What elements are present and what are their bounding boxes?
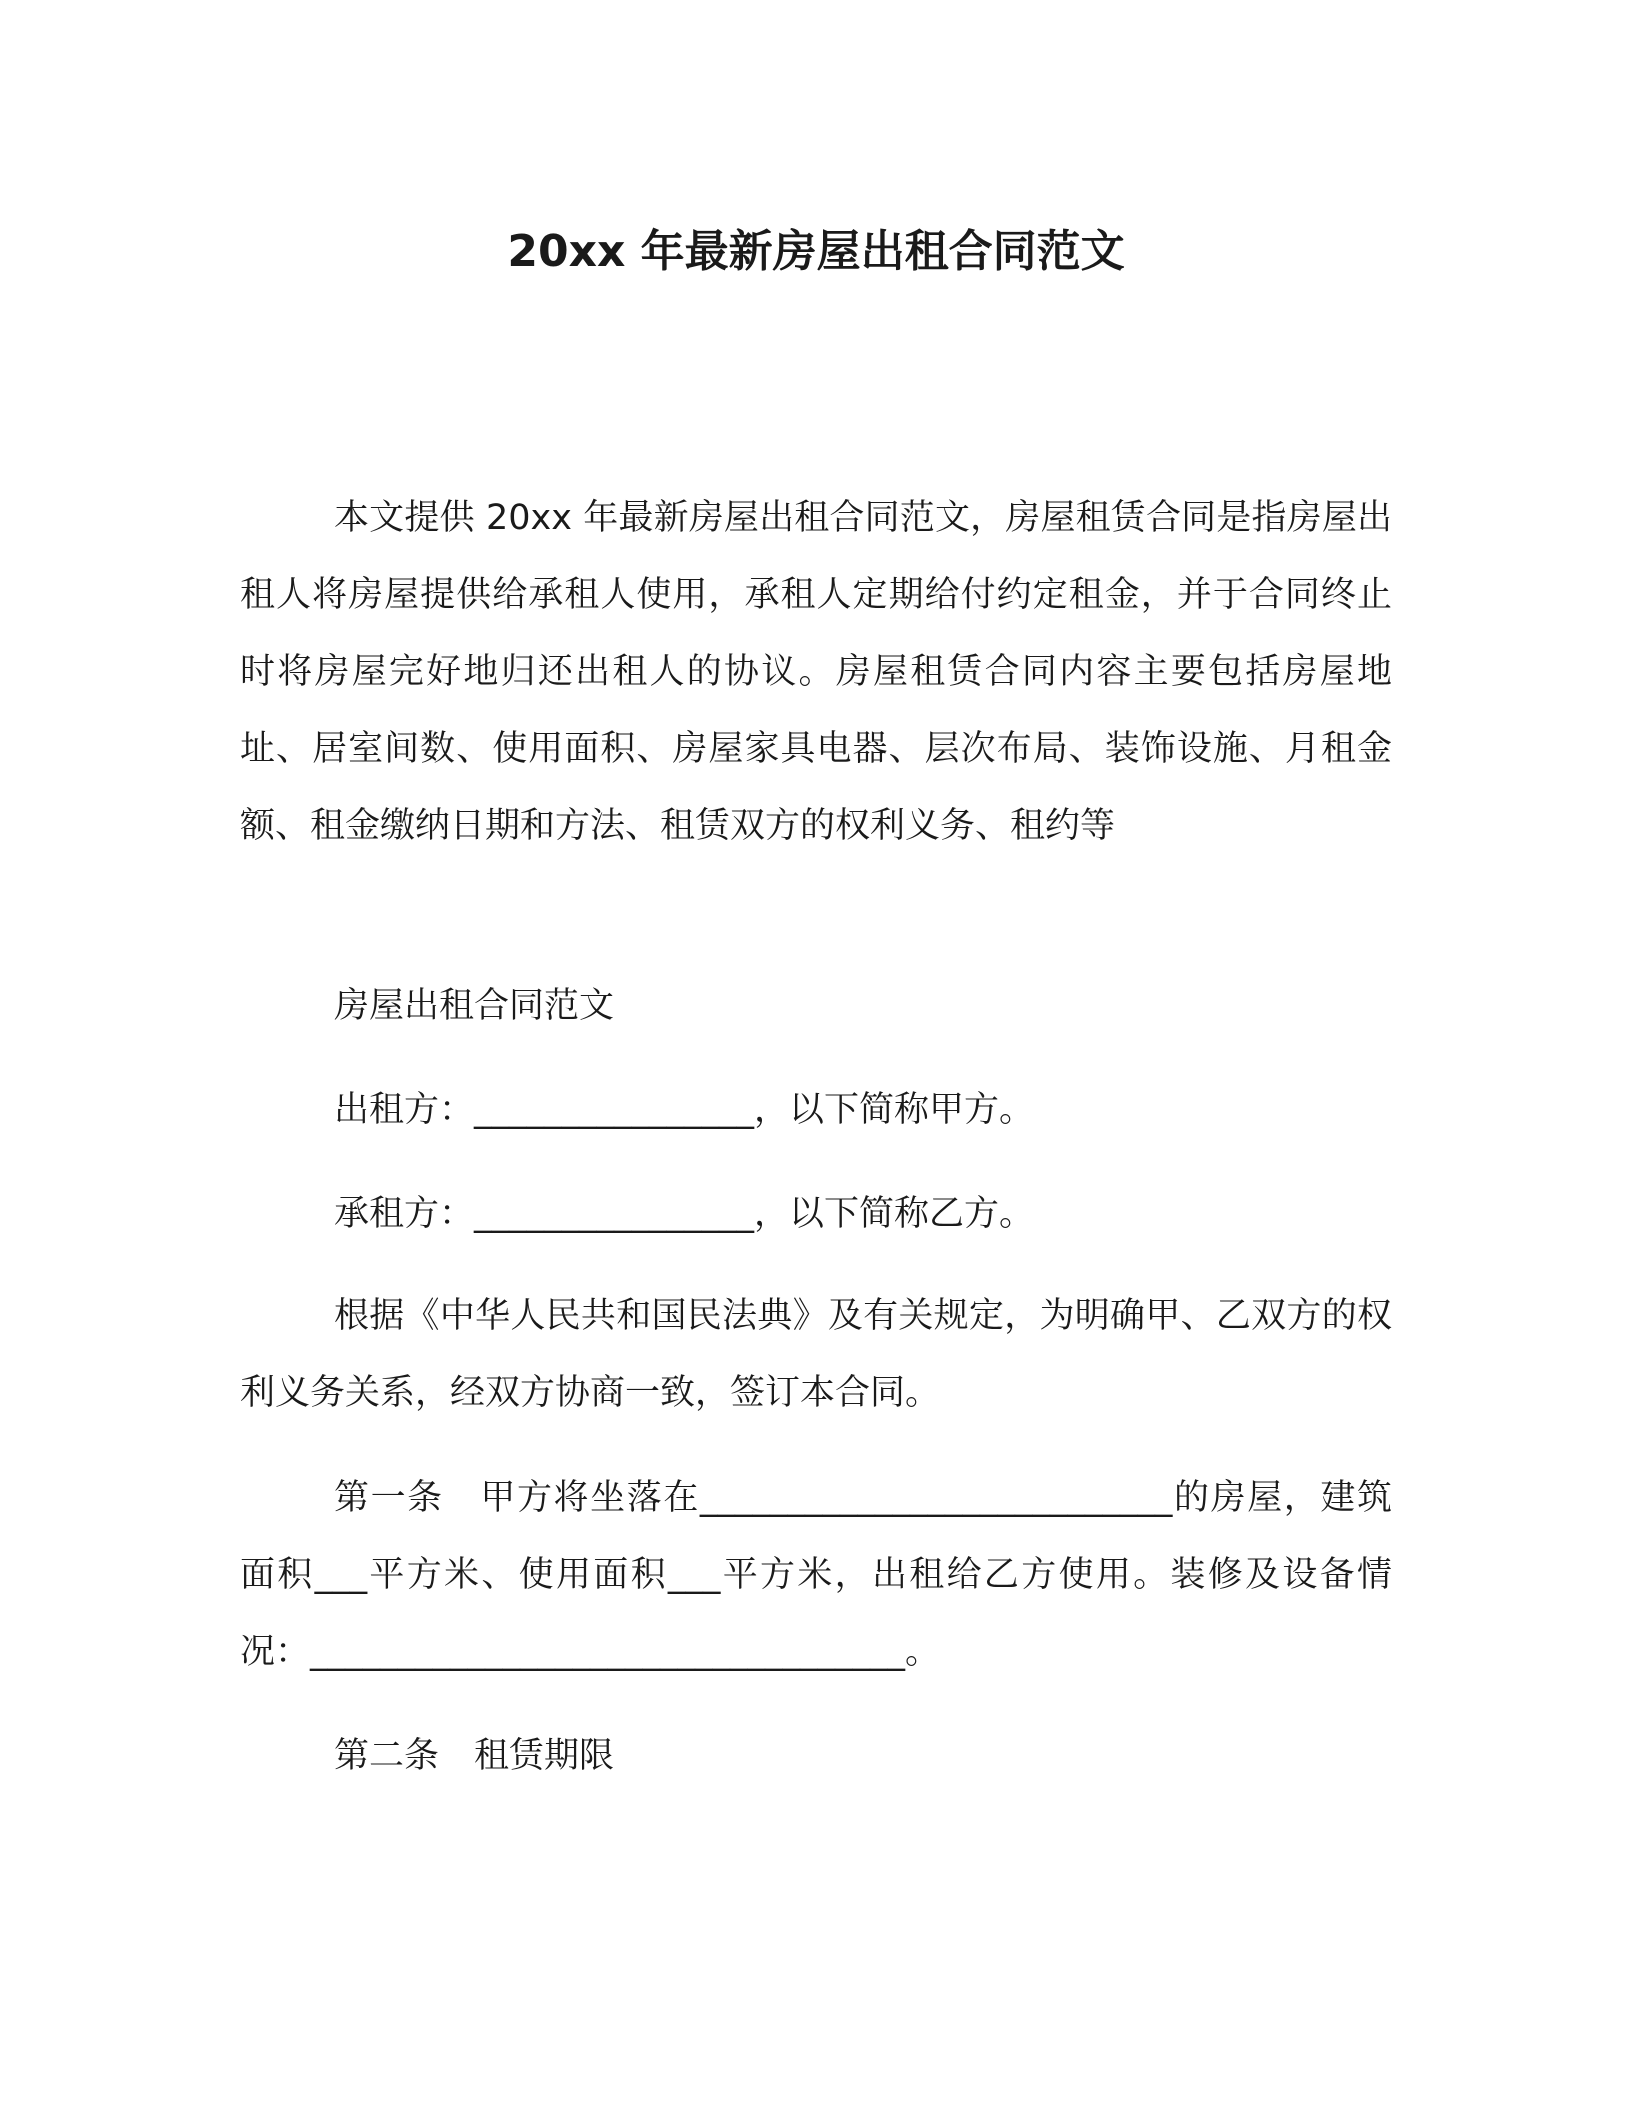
document-title: 20xx 年最新房屋出租合同范文 (507, 226, 1125, 277)
article-1-paragraph: 第一条 甲方将坐落在___________________________的房屋，建筑面积___平方米、使用面积___平方米，出租给乙方使用。装修及设备情况：__________________________________。 (240, 1478, 1392, 1672)
section-heading: 房屋出租合同范文 (334, 986, 615, 1026)
intro-paragraph: 本文提供 20xx 年最新房屋出租合同范文，房屋租赁合同是指房屋出租人将房屋提供给承租人使用，承租人定期给付约定租金，并于合同终止时将房屋完好地归还出租人的协议。房屋租赁合同内容主要包括房屋地址、居室间数、使用面积、房屋家具电器、层次布局、装饰设施、月租金额、租金缴纳日期和方法、租赁双方的权利义务、租约等 (240, 498, 1392, 846)
basis-paragraph: 根据《中华人民共和国民法典》及有关规定，为明确甲、乙双方的权利义务关系，经双方协商一致，签订本合同。 (240, 1296, 1392, 1413)
lessor-line: 出租方：________________，以下简称甲方。 (334, 1090, 1035, 1130)
article-2-heading: 第二条 租赁期限 (334, 1736, 615, 1776)
lessee-line: 承租方：________________，以下简称乙方。 (334, 1194, 1035, 1234)
